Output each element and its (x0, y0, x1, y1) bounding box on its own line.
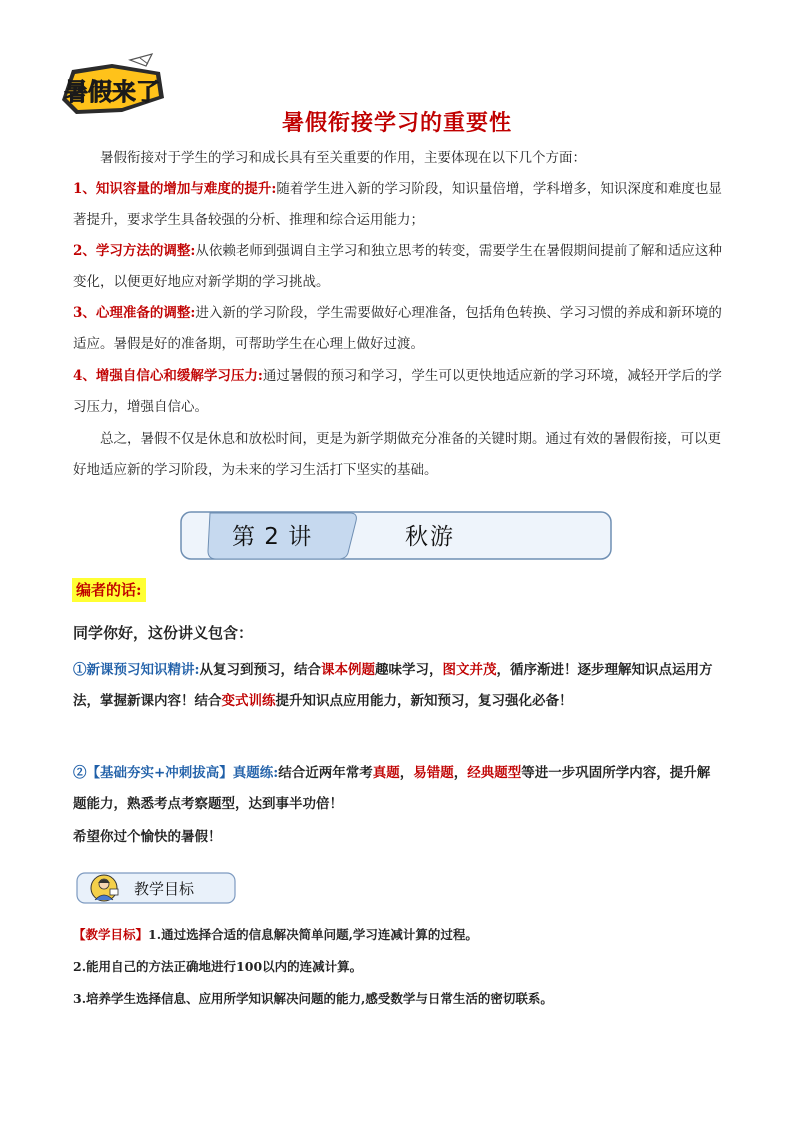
intro-point-3 (73, 298, 723, 360)
logo-text: 暑假来了 (64, 78, 160, 106)
objective-2: 2.能用自己的方法正确地进行100以内的连减计算。 (73, 959, 363, 974)
point-heading: 2、学习方法的调整: (73, 243, 196, 259)
intro-point-4 (73, 361, 723, 423)
point-heading: 4、增强自信心和缓解学习压力: (73, 368, 263, 384)
point-heading: 1、知识容量的增加与难度的提升: (73, 181, 277, 197)
objective-3: 3.培养学生选择信息、应用所学知识解决问题的能力,感受数学与日常生活的密切联系。 (73, 991, 553, 1006)
editor-item-2 (73, 758, 723, 820)
item-lead: ②【基础夯实+冲刺拔高】真题练: (73, 765, 279, 781)
page-title: 暑假衔接学习的重要性 (281, 110, 512, 136)
lesson-title: 秋游 (405, 524, 455, 550)
objective-1 (73, 925, 723, 945)
item-text: 结合近两年常考 (278, 765, 373, 781)
item-text: ， (453, 765, 468, 781)
point-heading: 3、心理准备的调整: (73, 305, 196, 321)
item-text: ，循序渐进！逐步理解知识点运用方法，掌握新课内容！结合 (73, 662, 713, 709)
item-keyword: 易错题 (413, 765, 454, 781)
editor-greeting: 同学你好，这份讲义包含： (73, 624, 254, 642)
intro-summary: 总之，暑假不仅是休息和放松时间，更是为新学期做充分准备的关键时期。通过有效的暑假衔接，可以更好地适应新的学习阶段，为未来的学习生活打下坚实的基础。 (73, 431, 721, 478)
intro-point-2 (73, 236, 723, 298)
item-keyword: 图文并茂 (442, 662, 497, 678)
editor-closing: 希望你过个愉快的暑假！ (73, 829, 222, 845)
point-body: 从依赖老师到强调自主学习和独立思考的转变，需要学生在暑假期间提前了解和适应这种变化，以便更好地应对新学期的学习挑战。 (73, 243, 722, 290)
item-text: ， (399, 765, 414, 781)
item-keyword: 经典题型 (467, 765, 522, 781)
point-body: 通过暑假的预习和学习，学生可以更快地适应新的学习环境，减轻开学后的学习压力，增强自信心。 (73, 368, 722, 415)
objectives-tag: 【教学目标】 (73, 927, 149, 942)
editor-item-1 (73, 655, 723, 717)
lesson-number: 第 2 讲 (232, 524, 313, 550)
item-text: 提升知识点应用能力，新知预习，复习强化必备！ (275, 693, 573, 709)
item-keyword: 真题 (372, 765, 400, 781)
intro-lead: 暑假衔接对于学生的学习和成长具有至关重要的作用，主要体现在以下几个方面： (100, 150, 586, 166)
objectives-badge-label: 教学目标 (134, 880, 195, 898)
item-keyword: 课本例题 (320, 662, 375, 678)
editor-label: 编者的话: (72, 578, 146, 602)
intro-point-1 (73, 174, 723, 236)
item-text: 等进一步巩固所学内容，提升解题能力，熟悉考点考察题型，达到事半功倍！ (73, 765, 711, 812)
item-keyword: 变式训练 (221, 693, 276, 709)
item-text: 趣味学习， (374, 662, 443, 678)
item-lead: ①新课预习知识精讲: (73, 662, 200, 678)
point-body: 随着学生进入新的学习阶段，知识量倍增，学科增多，知识深度和难度也显著提升，要求学生具备较强的分析、推理和综合运用能力； (73, 181, 722, 228)
point-body: 进入新的学习阶段，学生需要做好心理准备，包括角色转换、学习习惯的养成和新环境的适应。暑假是好的准备期，可帮助学生在心理上做好过渡。 (73, 305, 722, 352)
item-text: 从复习到预习，结合 (199, 662, 321, 678)
objective-text: 1.通过选择合适的信息解决简单问题,学习连减计算的过程。 (148, 927, 478, 942)
